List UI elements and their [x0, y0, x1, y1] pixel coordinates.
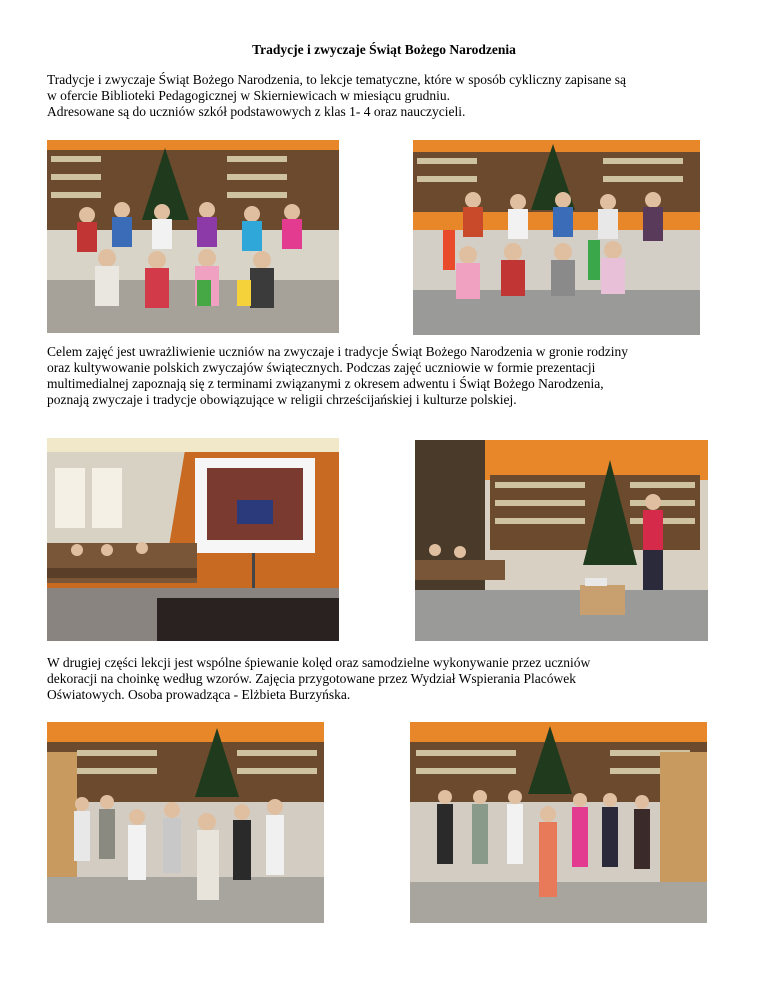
- intro-line: w ofercie Biblioteki Pedagogicznej w Skierniewicach w miesiącu grudniu.: [47, 88, 451, 103]
- page-title: Tradycje i zwyczaje Świąt Bożego Narodzenia: [252, 42, 516, 57]
- photo-children-ornaments-2: [413, 140, 700, 335]
- goals-line: oraz kultywowanie polskich zwyczajów świątecznych. Podczas zajęć uczniowie w formie prezentacji: [47, 360, 596, 375]
- photo-library-presenter: [415, 440, 708, 641]
- intro-line: Adresowane są do uczniów szkół podstawowych z klas 1- 4 oraz nauczycieli.: [47, 104, 466, 119]
- goals-line: poznają zwyczaje i tradycje obowiązujące w religii chrześcijańskiej i kulturze polskiej.: [47, 392, 517, 407]
- goals-paragraph: [47, 344, 727, 408]
- second-part-line: dekoracji na choinkę według wzorów. Zajęcia przygotowane przez Wydział Wspierania Placówek: [47, 671, 576, 686]
- second-part-line: W drugiej części lekcji jest wspólne śpiewanie kolęd oraz samodzielne wykonywanie przez uczniów: [47, 655, 591, 670]
- goals-line: multimedialnej zapoznają się z terminami związanymi z okresem adwentu i Świąt Bożego Narodzenia,: [47, 376, 604, 391]
- photo-classroom-projector: [47, 438, 339, 641]
- goals-line: Celem zajęć jest uwrażliwienie uczniów na zwyczaje i tradycje Świąt Bożego Narodzenia w gronie rodziny: [47, 344, 629, 359]
- photo-children-standing-1: [47, 722, 324, 923]
- intro-line: Tradycje i zwyczaje Świąt Bożego Narodzenia, to lekcje tematyczne, które w sposób cykliczny zapisane są: [47, 72, 627, 87]
- photo-children-ornaments-1: [47, 140, 339, 333]
- photo-children-standing-2: [410, 722, 707, 923]
- second-part-paragraph: [47, 655, 727, 703]
- second-part-line: Oświatowych. Osoba prowadząca - Elżbieta Burzyńska.: [47, 687, 351, 702]
- intro-paragraph: [47, 72, 727, 120]
